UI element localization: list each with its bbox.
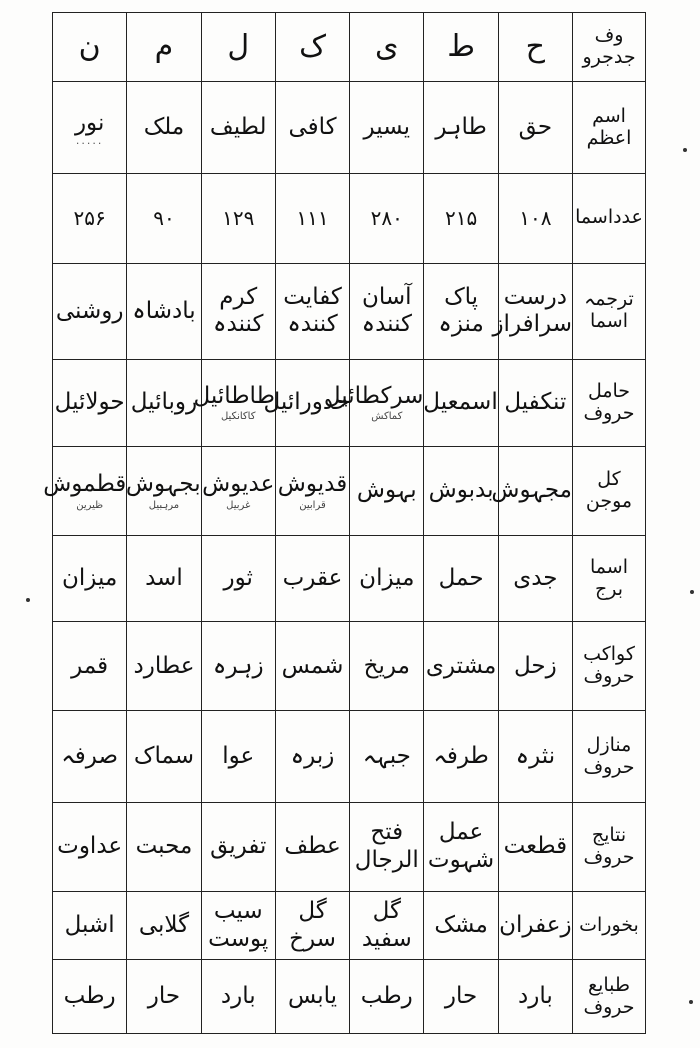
cell-text: ثور: [223, 564, 253, 591]
cell-text: ۱۰۸: [519, 206, 552, 231]
table-cell: [498, 892, 572, 960]
table-cell: [53, 802, 127, 891]
cell-text: حمل: [438, 564, 484, 591]
table-cell: [53, 264, 127, 360]
cell-text: جبہہ: [362, 742, 411, 769]
row-header-label: کواکب حروف: [583, 643, 635, 688]
table-cell: [127, 622, 201, 711]
table-cell: [498, 960, 572, 1034]
cell-text: مشتری: [425, 652, 497, 679]
cell-text: کرم کنندہ: [213, 283, 264, 338]
row-header-label: نتایج حروف: [583, 824, 635, 868]
table-cell: [350, 13, 424, 82]
table-cell: [263, 359, 350, 446]
table-cell: [350, 711, 424, 802]
table-cell: [498, 622, 572, 711]
cell-text: ح: [525, 29, 546, 65]
cell-text: حار: [147, 982, 181, 1009]
table-cell: [424, 802, 498, 891]
table-cell: [53, 622, 127, 711]
row-header-label: طبایع حروف: [583, 973, 635, 1018]
table-cell: [201, 892, 275, 960]
table-cell: [53, 711, 127, 802]
row-header-label: عدداسما: [575, 206, 643, 229]
cell-text: مریخ: [363, 652, 410, 679]
cell-text: جدی: [513, 564, 558, 591]
table-cell: [201, 13, 275, 82]
cell-annotation: کاکانکیل: [220, 411, 256, 423]
table-cell: [350, 802, 424, 891]
table-cell: [127, 802, 201, 891]
cell-text: ملک: [143, 113, 185, 140]
cell-text: گلابی: [138, 911, 190, 938]
cell-text: بہوش: [356, 477, 417, 504]
cell-text: بارد: [220, 982, 256, 1009]
table-cell: [201, 82, 275, 173]
cell-text: ک: [299, 29, 326, 65]
row-header-label: منازل حروف: [583, 733, 635, 778]
table-cell: [275, 264, 349, 360]
table-cell: [350, 960, 424, 1034]
table-cell: [275, 622, 349, 711]
cell-text: تفریق: [210, 833, 267, 860]
table-cell: [424, 82, 498, 173]
row-header-label: کل موجن: [585, 468, 633, 512]
table-cell: [350, 173, 424, 263]
table-row-mansions: [53, 711, 646, 802]
table-cell: [350, 622, 424, 711]
cell-text: پاک منزہ: [438, 283, 484, 338]
table-cell: [424, 960, 498, 1034]
cell-text: ۲۱۵: [444, 206, 478, 231]
cell-text: ی: [375, 29, 399, 65]
cell-text: بادشاہ: [132, 297, 196, 324]
cell-text: زحل: [513, 652, 557, 679]
table-cell: [127, 960, 201, 1034]
cell-text: طرفہ: [433, 742, 489, 769]
cell-text: زبرہ: [290, 742, 335, 769]
row-header-label: اسما برج: [590, 555, 628, 600]
cell-text: ۱۱۱: [296, 206, 329, 231]
cell-text: م: [154, 29, 174, 65]
cell-text: بارد: [517, 982, 553, 1009]
table-cell: [323, 359, 424, 446]
cell-text: ط: [447, 29, 475, 65]
cell-text: طاہر: [435, 113, 487, 140]
cell-text: حدورائیل: [263, 388, 350, 415]
row-header-label: اسم اعظم: [586, 104, 632, 149]
cell-text: عدیوش: [202, 471, 275, 498]
cell-text: کفایت کنندہ: [283, 283, 342, 338]
table-cell: [275, 802, 349, 891]
table-row-planets: [53, 622, 646, 711]
table-cell: [53, 536, 127, 622]
cell-text: ل: [227, 29, 250, 65]
row-header-incense: [573, 892, 646, 960]
row-header-translation: [573, 264, 646, 360]
table-cell: [193, 359, 275, 446]
cell-text: ۲۵۶: [73, 206, 106, 231]
row-header-letters: [573, 13, 646, 82]
cell-text: آسان کنندہ: [361, 283, 412, 338]
table-cell: [127, 173, 201, 263]
cell-text: عطف: [284, 833, 341, 860]
row-header-jinn: [573, 446, 646, 535]
table-row-angels: [53, 359, 646, 446]
cell-text: روشنی: [55, 297, 124, 324]
table-cell: [424, 622, 498, 711]
cell-annotation: ظیرین: [76, 499, 104, 511]
table-cell: [491, 446, 572, 535]
row-header-label: وف جدجرو: [582, 24, 636, 69]
cell-text: میزان: [62, 564, 118, 591]
cell-text: یابس: [287, 982, 338, 1009]
cell-text: مشک: [434, 911, 488, 938]
cell-text: زعفران: [499, 911, 572, 938]
table-cell: [201, 960, 275, 1034]
cell-text: بجہوش: [125, 471, 201, 498]
table-cell: [127, 446, 201, 535]
cell-text: قطعت: [503, 833, 568, 860]
cell-text: عطارد: [133, 652, 195, 679]
cell-text: طاطائیل: [193, 382, 275, 409]
table-cell: [127, 82, 201, 173]
row-header-names: [573, 82, 646, 173]
table-cell: [53, 892, 127, 960]
cell-text: لطیف: [209, 113, 267, 140]
cell-text: شمس: [281, 652, 344, 679]
margin-dot: [690, 590, 694, 594]
row-header-natures: [573, 960, 646, 1034]
table-cell: [53, 173, 127, 263]
cell-text: تنکفیل: [504, 388, 567, 415]
cell-text: ۹۰: [153, 206, 175, 231]
cell-text: عقرب: [282, 564, 343, 591]
table-cell: [53, 359, 127, 446]
table-cell: [498, 802, 572, 891]
cell-text: ۱۲۹: [222, 206, 255, 231]
cell-annotation: قرابین: [299, 499, 326, 511]
table-cell: [201, 173, 275, 263]
cell-text: اسد: [145, 564, 183, 591]
table-cell: [424, 446, 498, 535]
cell-text: قمر: [71, 652, 109, 679]
row-header-angels: [573, 359, 646, 446]
table-cell: [53, 13, 127, 82]
table-cell: [201, 711, 275, 802]
cell-text: نثرہ: [515, 742, 556, 769]
cell-text: یسیر: [363, 113, 411, 140]
table-cell: [498, 536, 572, 622]
cell-text: حار: [444, 982, 478, 1009]
table-row-zodiac: [53, 536, 646, 622]
table-cell: [127, 711, 201, 802]
cell-text: عداوت: [57, 833, 123, 860]
cell-text: اسمعیل: [423, 388, 498, 415]
cell-text: ۲۸۰: [370, 206, 403, 231]
table-cell: [498, 359, 572, 446]
table-cell: [424, 264, 498, 360]
row-header-planets: [573, 622, 646, 711]
cell-text: سیب پوست: [208, 898, 269, 952]
table-cell: [275, 173, 349, 263]
table-cell: [350, 82, 424, 173]
row-header-zodiac: [573, 536, 646, 622]
table-cell: [201, 264, 275, 360]
cell-text: روبائیل: [130, 388, 198, 415]
table-cell: [350, 892, 424, 960]
table-cell: [201, 536, 275, 622]
cell-text: ن: [78, 29, 101, 65]
table-cell: [498, 711, 572, 802]
letter-correspondence-table: [43, 12, 646, 1034]
table-cell: [350, 446, 424, 535]
cell-text: مجہوش: [491, 477, 572, 504]
table-cell: [127, 892, 201, 960]
cell-text: نور: [74, 110, 105, 137]
table-cell: [201, 446, 275, 535]
cell-text: گل سفید: [361, 898, 412, 952]
cell-text: قطموش: [43, 471, 127, 498]
table-row-incense: [53, 892, 646, 960]
table-cell: [53, 82, 127, 173]
cell-text: سرکطائیل: [323, 382, 424, 409]
table-cell: [424, 173, 498, 263]
cell-annotation: مرہبیل: [148, 499, 180, 511]
table-row-names: [53, 82, 646, 173]
table-cell: [275, 960, 349, 1034]
cell-text: کافی: [288, 113, 337, 140]
cell-annotation: غربیل: [226, 499, 251, 511]
margin-dot: [26, 598, 30, 602]
margin-dot: [689, 1000, 693, 1004]
table-row-jinn: [53, 446, 646, 535]
table-cell: [424, 892, 498, 960]
cell-text: بدبوش: [428, 477, 494, 504]
table-cell: [127, 264, 201, 360]
cell-text: محبت: [135, 833, 193, 860]
cell-text: عمل شہوت: [427, 819, 495, 873]
table-cell: [492, 264, 572, 360]
table-cell: [127, 13, 201, 82]
table-cell: [275, 82, 349, 173]
cell-annotation: کماکش: [371, 411, 403, 423]
table-cell: [498, 82, 572, 173]
table-cell: [350, 536, 424, 622]
cell-text: زہرہ: [212, 652, 264, 679]
table-cell: [424, 359, 498, 446]
row-header-results: [573, 802, 646, 891]
table-cell: [127, 359, 201, 446]
cell-text: حق: [518, 113, 553, 140]
table-row-natures: [53, 960, 646, 1034]
table-row-numbers: [53, 173, 646, 263]
row-header-mansions: [573, 711, 646, 802]
table-cell: [275, 536, 349, 622]
table-cell: [424, 13, 498, 82]
table-cell: [498, 173, 572, 263]
cell-text: فتح الرجال: [354, 819, 419, 873]
table-cell: [275, 892, 349, 960]
row-header-label: بخورات: [579, 913, 639, 936]
cell-marks: .....: [75, 134, 104, 147]
cell-text: میزان: [359, 564, 415, 591]
table-cell: [424, 711, 498, 802]
table-cell: [424, 536, 498, 622]
cell-text: حولائیل: [54, 388, 125, 415]
table-row-letters: [53, 13, 646, 82]
table-cell: [275, 446, 349, 535]
cell-text: درست سرافراز: [492, 283, 572, 338]
table-cell: [201, 622, 275, 711]
cell-text: صرفہ: [61, 742, 118, 769]
cell-text: سماک: [133, 742, 195, 769]
row-header-numbers: [573, 173, 646, 263]
row-header-label: حامل حروف: [583, 379, 635, 424]
cell-text: رطب: [63, 982, 116, 1009]
cell-text: اشبل: [64, 911, 115, 938]
table-cell: [201, 802, 275, 891]
table-row-translation: [53, 264, 646, 360]
margin-dot: [683, 148, 687, 152]
table-cell: [43, 446, 127, 535]
row-header-label: ترجمہ اسما: [584, 288, 634, 333]
table-cell: [275, 13, 349, 82]
cell-text: رطب: [360, 982, 413, 1009]
table-cell: [498, 13, 572, 82]
table-cell: [53, 960, 127, 1034]
table-row-results: [53, 802, 646, 891]
table-cell: [127, 536, 201, 622]
cell-text: عوا: [222, 742, 255, 769]
table-cell: [275, 711, 349, 802]
cell-text: قدیوش: [277, 471, 348, 498]
table-cell: [350, 264, 424, 360]
cell-text: گل سرخ: [289, 898, 336, 952]
